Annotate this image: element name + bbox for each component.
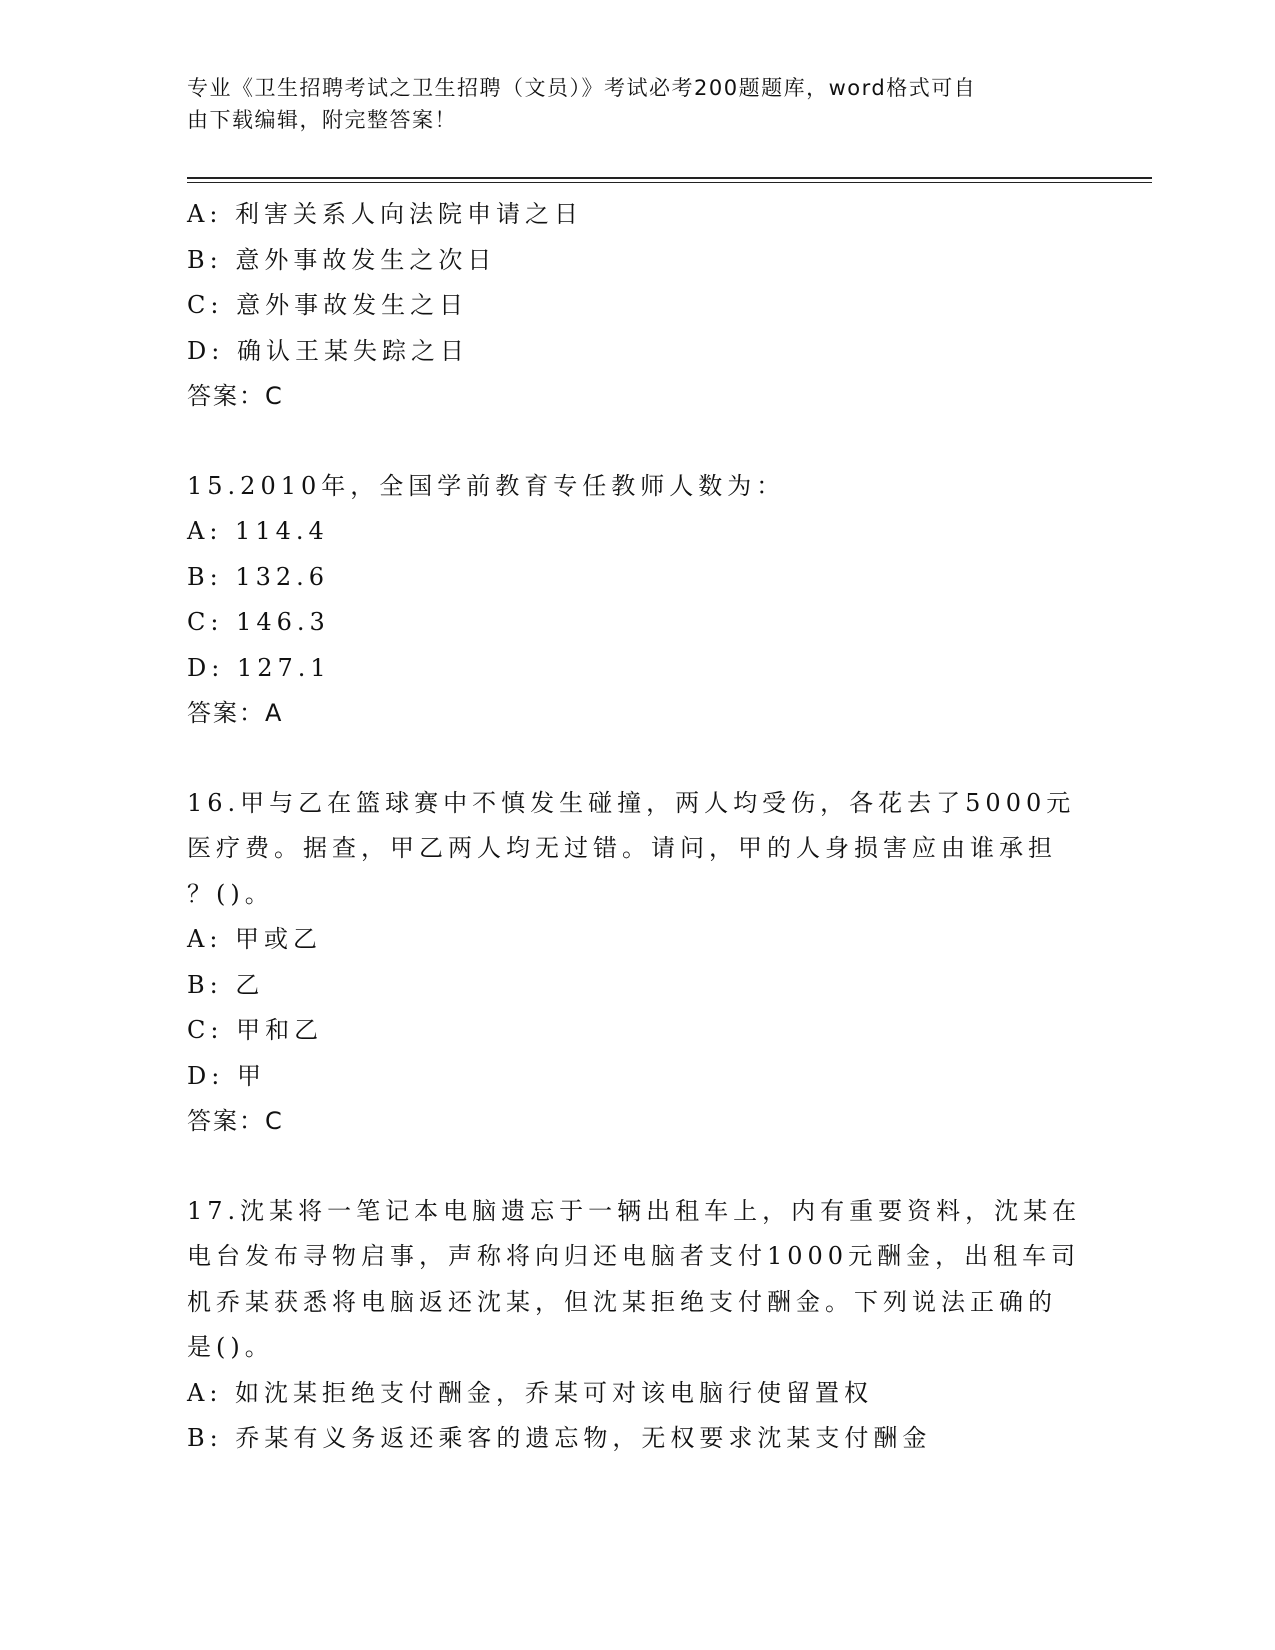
option-b: B: 乔某有义务返还乘客的遗忘物，无权要求沈某支付酬金	[187, 1424, 932, 1452]
option-a: A: 利害关系人向法院申请之日	[187, 200, 584, 228]
header-divider-thick	[187, 177, 1152, 179]
spacer	[187, 737, 1087, 781]
question-text-line-1: 17.沈某将一笔记本电脑遗忘于一辆出租车上，内有重要资料，沈某在	[187, 1196, 1082, 1225]
option-a: A: 114.4	[187, 517, 329, 545]
option-c: C: 146.3	[187, 608, 330, 636]
option-a: A: 如沈某拒绝支付酬金，乔某可对该电脑行使留置权	[187, 1378, 874, 1407]
question-text-line-1: 16.甲与乙在篮球赛中不慎发生碰撞，两人均受伤，各花去了5000元	[187, 788, 1076, 817]
option-b: B: 意外事故发生之次日	[187, 245, 497, 274]
question-text-line-4: 是()。	[187, 1333, 274, 1361]
question-text-line-3: ？()。	[187, 879, 274, 908]
document-header	[187, 72, 1067, 136]
question-14	[187, 192, 1087, 420]
option-c: C: 意外事故发生之日	[187, 291, 469, 319]
spacer	[187, 420, 1087, 464]
option-d: D: 127.1	[187, 653, 331, 682]
answer-line: 答案：C	[187, 382, 284, 410]
question-content	[187, 192, 1087, 1462]
header-line-2: 由下载编辑，附完整答案！	[187, 108, 457, 132]
question-text-line-2: 医疗费。据查，甲乙两人均无过错。请问，甲的人身损害应由谁承担	[187, 834, 1057, 862]
option-d: D: 甲	[187, 1061, 266, 1090]
answer-line: 答案：C	[187, 1107, 284, 1135]
question-text-line-2: 电台发布寻物启事，声称将向归还电脑者支付1000元酬金，出租车司	[187, 1242, 1081, 1270]
option-a: A: 甲或乙	[187, 925, 323, 953]
option-d: D: 确认王某失踪之日	[187, 336, 469, 365]
question-15	[187, 464, 1087, 737]
option-c: C: 甲和乙	[187, 1016, 324, 1044]
question-16	[187, 781, 1087, 1145]
header-divider-thin	[187, 182, 1152, 183]
option-b: B: 132.6	[187, 562, 330, 591]
option-b: B: 乙	[187, 970, 265, 999]
question-text-line-3: 机乔某获悉将电脑返还沈某，但沈某拒绝支付酬金。下列说法正确的	[187, 1287, 1057, 1316]
header-line-1: 专业《卫生招聘考试之卫生招聘（文员）》考试必考200题题库，word格式可自	[187, 76, 977, 100]
spacer	[187, 1145, 1087, 1189]
question-17	[187, 1189, 1087, 1462]
question-text: 15.2010年，全国学前教育专任教师人数为：	[187, 471, 786, 500]
answer-line: 答案：A	[187, 699, 284, 727]
